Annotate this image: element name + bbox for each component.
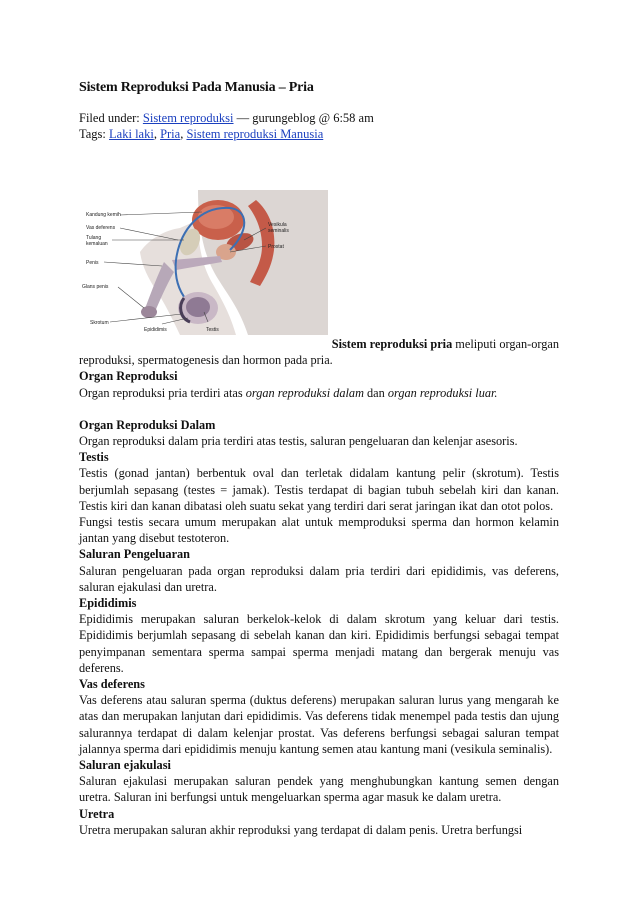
article-body <box>79 336 559 838</box>
intro-line-2: reproduksi, spermatogenesis dan hormon pada pria. <box>79 353 333 368</box>
heading-uretra: Uretra <box>79 806 115 821</box>
vas-paragraph: Vas deferens atau saluran sperma (duktus deferens) merupakan saluran lurus yang mengarah ke atas dan merupakan lanjutan dari epididimis. Vas deferens tidak menempel pada testis dan ujung salurannya terdapat di dalam kelenjar prostat. Vas deferens berfungsi sebagai saluran tempat jalannya sperma dari epididimis menuju kantung semen atau kantung mani (vesikula seminalis). <box>79 693 559 756</box>
uretra-paragraph: Uretra merupakan saluran akhir reproduksi yang terdapat di dalam penis. Uretra berfungsi <box>79 822 523 837</box>
label-testis: Testis <box>206 327 219 333</box>
tag-link[interactable]: Pria <box>160 127 181 141</box>
svg-text:seminalis: seminalis <box>268 228 289 234</box>
label-prostat: Prostat <box>268 244 284 250</box>
heading-testis: Testis <box>79 450 109 465</box>
heading-vas-deferens: Vas deferens <box>79 677 145 692</box>
organ-paragraph: Organ reproduksi pria terdiri atas organ reproduksi dalam dan organ reproduksi luar. <box>79 385 498 400</box>
category-link[interactable]: Sistem reproduksi <box>142 111 234 125</box>
page-title: Sistem Reproduksi Pada Manusia – Pria <box>79 80 314 95</box>
tag-link[interactable]: Laki laki <box>109 127 154 141</box>
label-tulang: Tulang <box>86 235 102 241</box>
intro-line-1: Sistem reproduksi pria meliputi organ-organ <box>331 337 559 351</box>
testis-paragraph: Testis (gonad jantan) berbentuk oval dan terletak didalam kantung pelir (skrotum). Testis berjumlah sepasang (testes = jamak). Testis terdapat di bagian tubuh sebelah kiri dan kanan. Testis kiri dan kanan dibatasi oleh suatu sekat yang terdiri dari serat jaringan ikat dan otot polos. <box>79 466 559 513</box>
epididimis-paragraph: Epididimis merupakan saluran berkelok-kelok di dalam skrotum yang keluar dari testis. Epididimis berjumlah sepasang di sebelah kanan dan kiri. Epididimis berfungsi sebagai tempat penyimpanan sementara sperma sampai sperma menjadi matang dan bergerak menuju vas deferens. <box>79 612 559 675</box>
heading-epididimis: Epididimis <box>79 596 137 611</box>
tags-line: Tags: Laki laki, Pria, Sistem reproduksi Manusia <box>79 127 324 141</box>
author-time: — gurungeblog @ 6:58 am <box>236 111 374 125</box>
label-glans-penis: Glans penis <box>82 284 109 290</box>
ejakulasi-paragraph: Saluran ejakulasi merupakan saluran pendek yang menghubungkan kantung semen dengan uretra. Saluran ini berfungsi untuk mengeluarkan sperma agar masuk ke dalam uretra. <box>79 774 559 805</box>
label-skrotum: Skrotum <box>90 320 109 326</box>
heading-organ-dalam: Organ Reproduksi Dalam <box>79 417 216 432</box>
heading-ejakulasi: Saluran ejakulasi <box>79 758 171 773</box>
tags-prefix: Tags: <box>79 127 106 141</box>
dalam-paragraph: Organ reproduksi dalam pria terdiri atas testis, saluran pengeluaran dan kelenjar asesoris. <box>79 434 518 449</box>
label-vesikula: Vesikula <box>268 222 287 228</box>
saluran-paragraph: Saluran pengeluaran pada organ reproduksi dalam pria terdiri dari epididimis, vas deferens, saluran ejakulasi dan uretra. <box>79 563 559 594</box>
tag-link[interactable]: Sistem reproduksi Manusia <box>186 127 324 141</box>
heading-saluran: Saluran Pengeluaran <box>79 547 191 562</box>
label-epididimis: Epididimis <box>144 327 167 333</box>
heading-organ-reproduksi: Organ Reproduksi <box>79 369 178 384</box>
label-penis: Penis <box>86 260 99 266</box>
label-kandung-kemih: Kandung kemih <box>86 212 121 218</box>
svg-text:kemaluan: kemaluan <box>86 241 108 247</box>
fungsi-testis-paragraph: Fungsi testis secara umum merupakan alat untuk memproduksi sperma dan hormon kelamin jantan yang disebut testoteron. <box>79 515 559 546</box>
anatomy-figure <box>80 190 328 335</box>
filed-under-line <box>79 110 374 126</box>
filed-prefix: Filed under: <box>79 111 140 125</box>
label-vas-deferens: Vas deferens <box>86 225 116 231</box>
